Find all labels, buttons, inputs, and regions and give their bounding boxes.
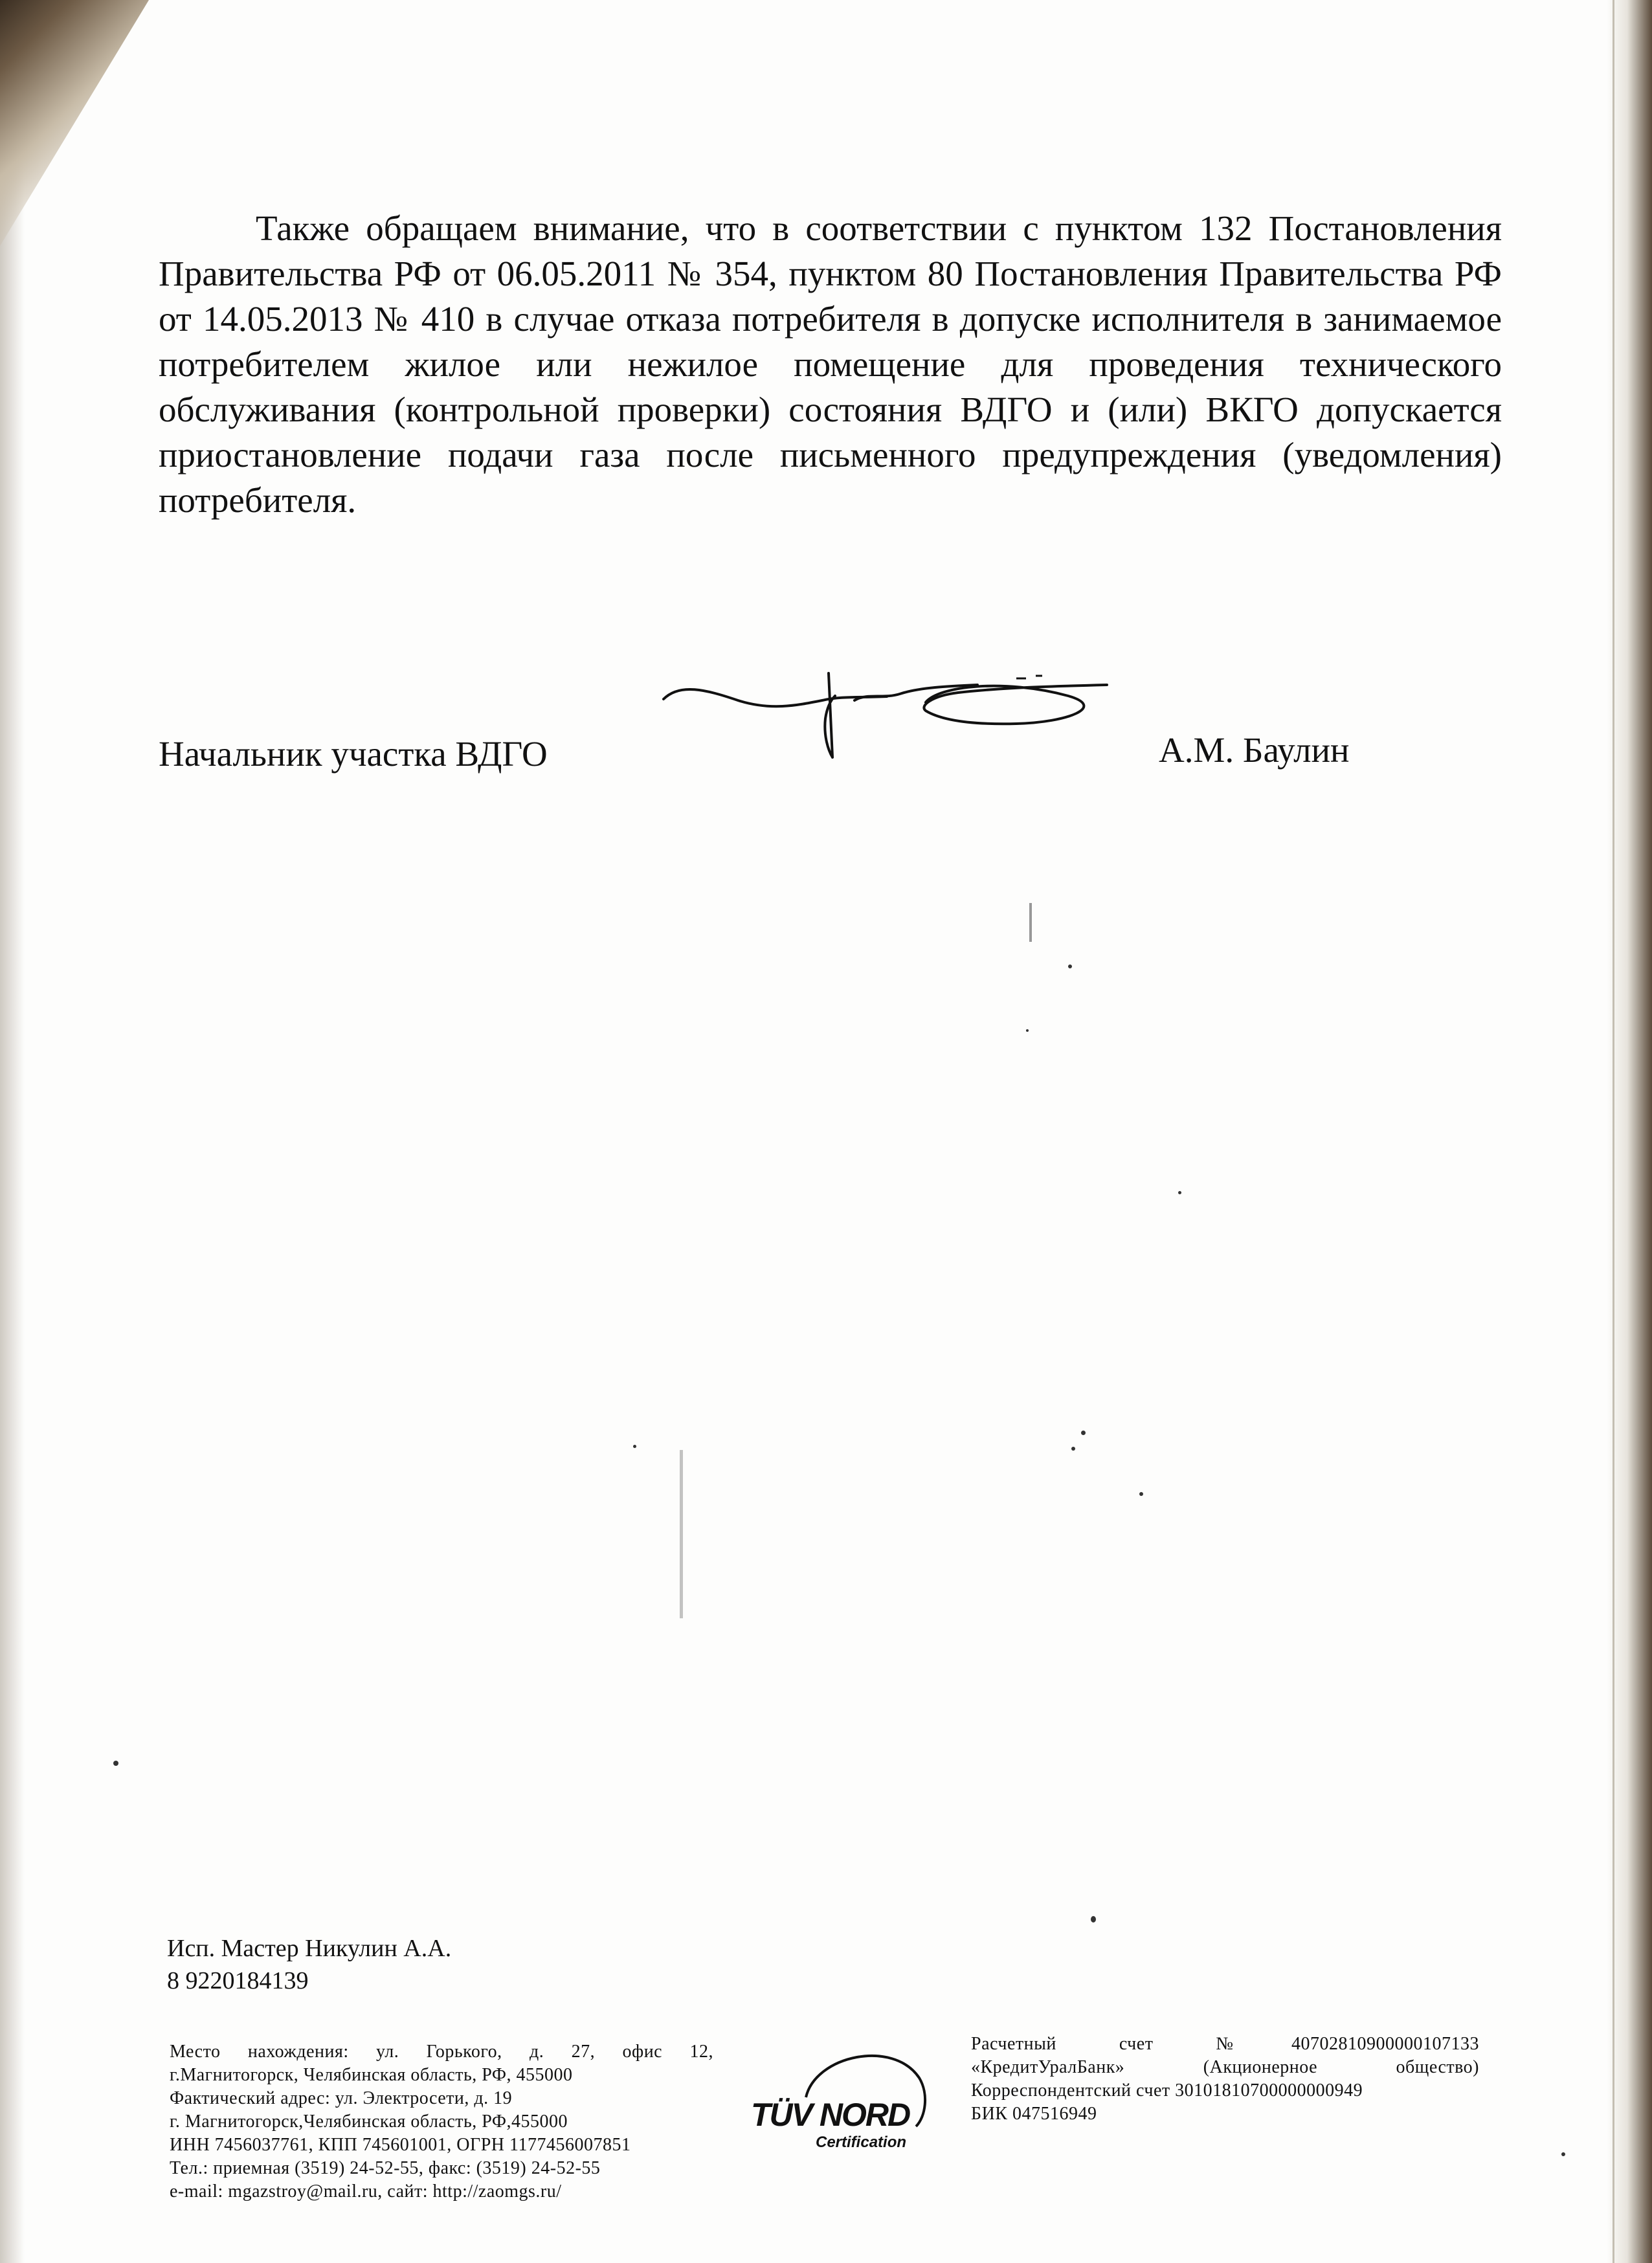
handwritten-signature <box>654 660 1120 770</box>
letter-body-paragraph: Также обращаем внимание, что в соответствии с пунктом 132 Постановления Правительства РФ от 06.05.2011 № 354, пунктом 80 Постановления Правительства РФ от 14.05.2013 № 410 в случае отказа потребителя в допуске исполнителя в занимаемое потребителем жилое или нежилое помещение для проведения технического обслуживания (контрольной проверки) состояния ВДГО и (или) ВКГО допускается приостановление подачи газа после письменного предупреждения (уведомления) потребителя. <box>159 208 1502 520</box>
footer-right-line: БИК 047516949 <box>971 2104 1097 2124</box>
footer-left-line: Фактический адрес: ул. Электросети, д. 19 <box>170 2088 513 2108</box>
footer-left-line: Место нахождения: ул. Горького, д. 27, офис 12, <box>170 2042 713 2062</box>
executor-label: Исп. Мастер Никулин А.А. <box>167 1935 452 1962</box>
scan-artifact <box>1561 2152 1565 2156</box>
executor-block <box>167 1932 451 1997</box>
scan-artifact <box>1178 1191 1181 1194</box>
scan-artifact <box>1081 1431 1086 1435</box>
scan-artifact <box>1071 1447 1075 1451</box>
scan-artifact <box>1139 1492 1143 1496</box>
executor-phone: 8 9220184139 <box>167 1967 309 1994</box>
footer-company-details <box>170 2040 713 2203</box>
scan-artifact <box>633 1445 636 1448</box>
scan-artifact <box>113 1761 118 1766</box>
scan-artifact <box>680 1450 683 1618</box>
tuv-logo-text: TÜV NORD <box>751 2097 910 2133</box>
scan-artifact <box>1068 964 1072 968</box>
scan-edge-line <box>1613 0 1614 2263</box>
footer-left-line: г. Магнитогорск,Челябинская область, РФ,455000 <box>170 2112 568 2132</box>
footer-right-line: «КредитУралБанк» (Акционерное общество) <box>971 2057 1479 2077</box>
footer-right-line: Расчетный счет №40702810900000107133 <box>971 2034 1479 2054</box>
scan-artifact <box>1026 1029 1029 1032</box>
scan-artifact <box>1091 1916 1096 1923</box>
tuv-logo-subtext: Certification <box>816 2134 907 2151</box>
scan-corner-shadow <box>0 0 149 246</box>
footer-left-line: ИНН 7456037761, КПП 745601001, ОГРН 1177456007851 <box>170 2135 631 2155</box>
footer-left-line: e-mail: mgazstroy@mail.ru, сайт: http://zaomgs.ru/ <box>170 2181 562 2202</box>
signatory-position: Начальник участка ВДГО <box>159 734 548 774</box>
scan-left-shadow <box>0 0 25 2263</box>
footer-left-line: Тел.: приемная (3519) 24-52-55, факс: (3519) 24-52-55 <box>170 2158 601 2178</box>
tuv-nord-logo <box>744 2039 939 2156</box>
signatory-name: А.М. Баулин <box>1159 730 1350 770</box>
scan-artifact <box>1029 903 1032 942</box>
footer-left-line: г.Магнитогорск, Челябинская область, РФ, 455000 <box>170 2065 573 2085</box>
footer-bank-details <box>971 2033 1479 2126</box>
footer-right-line: Корреспондентский счет 30101810700000000949 <box>971 2080 1363 2101</box>
